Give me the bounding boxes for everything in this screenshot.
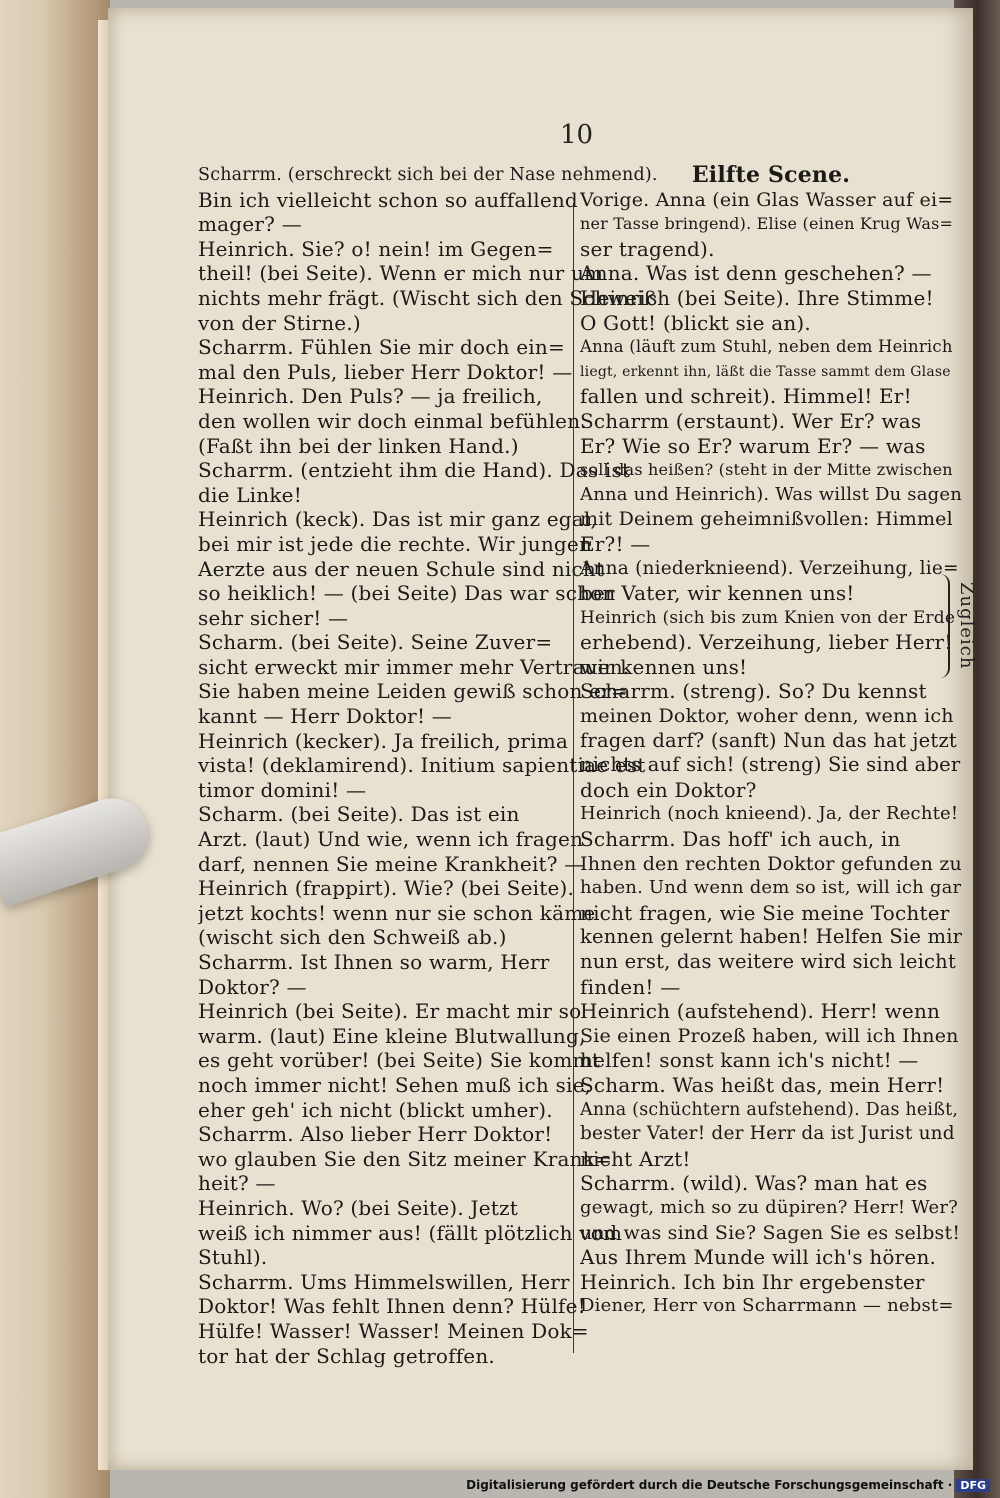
- text-line: jetzt kochts! wenn nur sie schon käme: [198, 900, 596, 925]
- text-line: bei mir ist jede die rechte. Wir jungen: [198, 531, 593, 556]
- text-line: Stuhl).: [198, 1245, 268, 1270]
- text-line: Doktor! Was fehlt Ihnen denn? Hülfe!: [198, 1294, 586, 1319]
- text-line: Scharrm. (streng). So? Du kennst: [580, 679, 927, 704]
- text-line: Diener, Herr von Scharrmann — nebst=: [580, 1295, 954, 1317]
- dfg-logo: DFG: [956, 1479, 990, 1492]
- text-line: und was sind Sie? Sagen Sie es selbst!: [580, 1221, 961, 1244]
- text-line: nicht fragen, wie Sie meine Tochter: [580, 900, 950, 925]
- text-line: fallen und schreit). Himmel! Er!: [580, 384, 912, 409]
- right-column: [580, 163, 962, 1319]
- text-line: helfen! sonst kann ich's nicht! —: [580, 1048, 919, 1073]
- text-line: heit? —: [198, 1171, 276, 1196]
- text-line: wir kennen uns!: [580, 654, 748, 679]
- text-line: ner Tasse bringend). Elise (einen Krug Was=: [580, 214, 954, 234]
- text-line: Scharm. (bei Seite). Das ist ein: [198, 802, 520, 827]
- text-line: timor domini! —: [198, 777, 367, 802]
- text-line: bester Vater! der Herr da ist Jurist und: [580, 1123, 955, 1145]
- text-line: erhebend). Verzeihung, lieber Herr!: [580, 630, 953, 655]
- text-line: Heinrich. Den Puls? — ja freilich,: [198, 384, 543, 409]
- text-line: Hülfe! Wasser! Wasser! Meinen Dok=: [198, 1318, 589, 1343]
- text-line: Scharm. (bei Seite). Seine Zuver=: [198, 630, 553, 655]
- text-line: Scharrm. Ums Himmelswillen, Herr: [198, 1269, 570, 1294]
- text-line: ser tragend).: [580, 236, 715, 261]
- text-line: Heinrich (sich bis zum Knien von der Erde: [580, 607, 956, 628]
- text-line: liegt, erkennt ihn, läßt die Tasse sammt dem Glase: [580, 363, 951, 380]
- text-line: Scharm. Was heißt das, mein Herr!: [580, 1072, 945, 1097]
- text-line: vista! (deklamirend). Initium sapientiae est: [198, 753, 646, 778]
- text-line: Scharrm. (entzieht ihm die Hand). Das ist: [198, 458, 631, 483]
- brace-label: Zugleich: [956, 582, 977, 670]
- text-line: finden! —: [580, 974, 681, 999]
- text-line: weiß ich nimmer aus! (fällt plötzlich vom: [198, 1220, 623, 1245]
- text-line: Aus Ihrem Munde will ich's hören.: [580, 1245, 937, 1270]
- text-line: Ihnen den rechten Doktor gefunden zu: [580, 852, 962, 875]
- text-line: haben. Und wenn dem so ist, will ich gar: [580, 877, 962, 899]
- text-line: nichts mehr frägt. (Wischt sich den Schweiß: [198, 285, 658, 310]
- text-line: Heinrich (keck). Das ist mir ganz egal,: [198, 507, 598, 532]
- page-number: 10: [560, 120, 594, 150]
- text-line: noch immer nicht! Sehen muß ich sie,: [198, 1072, 592, 1097]
- text-line: die Linke!: [198, 482, 302, 507]
- text-line: Heinrich. Ich bin Ihr ergebenster: [580, 1269, 925, 1294]
- text-line: Scharrm. (erschreckt sich bei der Nase nehmend).: [198, 165, 658, 185]
- footer-text: Digitalisierung gefördert durch die Deutsche Forschungsgemeinschaft ·: [466, 1478, 953, 1492]
- text-line: eher geh' ich nicht (blickt umher).: [198, 1097, 553, 1122]
- book-spine: [0, 0, 110, 1498]
- text-line: Sie haben meine Leiden gewiß schon er=: [198, 679, 628, 704]
- text-line: ber Vater, wir kennen uns!: [580, 581, 855, 606]
- text-line: nichts auf sich! (streng) Sie sind aber: [580, 753, 961, 777]
- text-line: Anna. Was ist denn geschehen? —: [580, 261, 932, 286]
- text-line: Heinrich (bei Seite). Er macht mir so: [198, 999, 582, 1024]
- text-line: Heinrich. Sie? o! nein! im Gegen=: [198, 236, 554, 261]
- text-line: sicht erweckt mir immer mehr Vertrauen.: [198, 654, 630, 679]
- text-line: mal den Puls, lieber Herr Doktor! —: [198, 359, 573, 384]
- text-line: nicht Arzt!: [580, 1146, 691, 1171]
- text-line: Aerzte aus der neuen Schule sind nicht: [198, 556, 605, 581]
- text-line: fragen darf? (sanft) Nun das hat jetzt: [580, 728, 957, 752]
- text-line: Er?! —: [580, 531, 651, 556]
- text-line: Anna (niederknieend). Verzeihung, lie=: [580, 557, 959, 579]
- text-line: Sie einen Prozeß haben, will ich Ihnen: [580, 1024, 959, 1047]
- text-line: es geht vorüber! (bei Seite) Sie kommt: [198, 1048, 600, 1073]
- text-line: (wischt sich den Schweiß ab.): [198, 925, 507, 950]
- text-line: Arzt. (laut) Und wie, wenn ich fragen: [198, 827, 584, 852]
- text-line: (Faßt ihn bei der linken Hand.): [198, 433, 519, 458]
- text-line: kennen gelernt haben! Helfen Sie mir: [580, 925, 962, 949]
- text-line: Anna (läuft zum Stuhl, neben dem Heinrich: [580, 337, 953, 357]
- text-line: von der Stirne.): [198, 310, 361, 335]
- text-line: Anna (schüchtern aufstehend). Das heißt,: [580, 1099, 959, 1120]
- text-line: theil! (bei Seite). Wenn er mich nur um: [198, 261, 604, 286]
- text-line: Heinrich. Wo? (bei Seite). Jetzt: [198, 1195, 519, 1220]
- text-line: warm. (laut) Eine kleine Blutwallung,: [198, 1023, 586, 1048]
- text-line: Scharrm. (wild). Was? man hat es: [580, 1171, 928, 1196]
- text-line: so heiklich! — (bei Seite) Das war schon: [198, 581, 616, 606]
- text-line: Heinrich (noch knieend). Ja, der Rechte!: [580, 803, 959, 825]
- text-line: Heinrich (aufstehend). Herr! wenn: [580, 999, 941, 1024]
- text-line: O Gott! (blickt sie an).: [580, 310, 811, 335]
- text-line: sehr sicher! —: [198, 605, 349, 630]
- text-line: darf, nennen Sie meine Krankheit? —: [198, 851, 585, 876]
- text-line: Scharrm (erstaunt). Wer Er? was: [580, 408, 922, 433]
- digitization-footer: [466, 1478, 990, 1492]
- text-line: mit Deinem geheimnißvollen: Himmel: [580, 508, 953, 531]
- text-line: mager? —: [198, 212, 302, 237]
- text-line: Heinrich (bei Seite). Ihre Stimme!: [580, 285, 934, 310]
- text-line: Scharrm. Ist Ihnen so warm, Herr: [198, 950, 550, 974]
- text-line: tor hat der Schlag getroffen.: [198, 1343, 495, 1368]
- text-line: Vorige. Anna (ein Glas Wasser auf ei=: [580, 188, 954, 211]
- text-line: Doktor? —: [198, 974, 307, 999]
- text-line: doch ein Doktor?: [580, 777, 757, 802]
- text-line: Heinrich (frappirt). Wie? (bei Seite).: [198, 876, 575, 901]
- text-line: Scharrm. Also lieber Herr Doktor!: [198, 1122, 553, 1147]
- text-line: den wollen wir doch einmal befühlen.: [198, 408, 587, 433]
- text-line: nun erst, das weitere wird sich leicht: [580, 950, 956, 973]
- book-page: [108, 8, 977, 1470]
- text-line: wo glauben Sie den Sitz meiner Krank=: [198, 1146, 613, 1171]
- text-line: Scharrm. Fühlen Sie mir doch ein=: [198, 335, 565, 360]
- text-line: kannt — Herr Doktor! —: [198, 704, 452, 729]
- text-line: Er? Wie so Er? warum Er? — was: [580, 433, 926, 458]
- text-line: meinen Doktor, woher denn, wenn ich: [580, 705, 954, 728]
- simultaneous-brace: [934, 574, 950, 678]
- text-line: Bin ich vielleicht schon so auffallend: [198, 187, 578, 212]
- text-line: Anna und Heinrich). Was willst Du sagen: [580, 483, 962, 505]
- scene-heading: Eilfte Scene.: [691, 163, 851, 188]
- text-line: gewagt, mich so zu düpiren? Herr! Wer?: [580, 1196, 958, 1218]
- text-line: soll das heißen? (steht in der Mitte zwischen: [580, 460, 953, 480]
- text-line: Scharrm. Das hoff' ich auch, in: [580, 827, 901, 852]
- text-line: Heinrich (kecker). Ja freilich, prima: [198, 728, 569, 753]
